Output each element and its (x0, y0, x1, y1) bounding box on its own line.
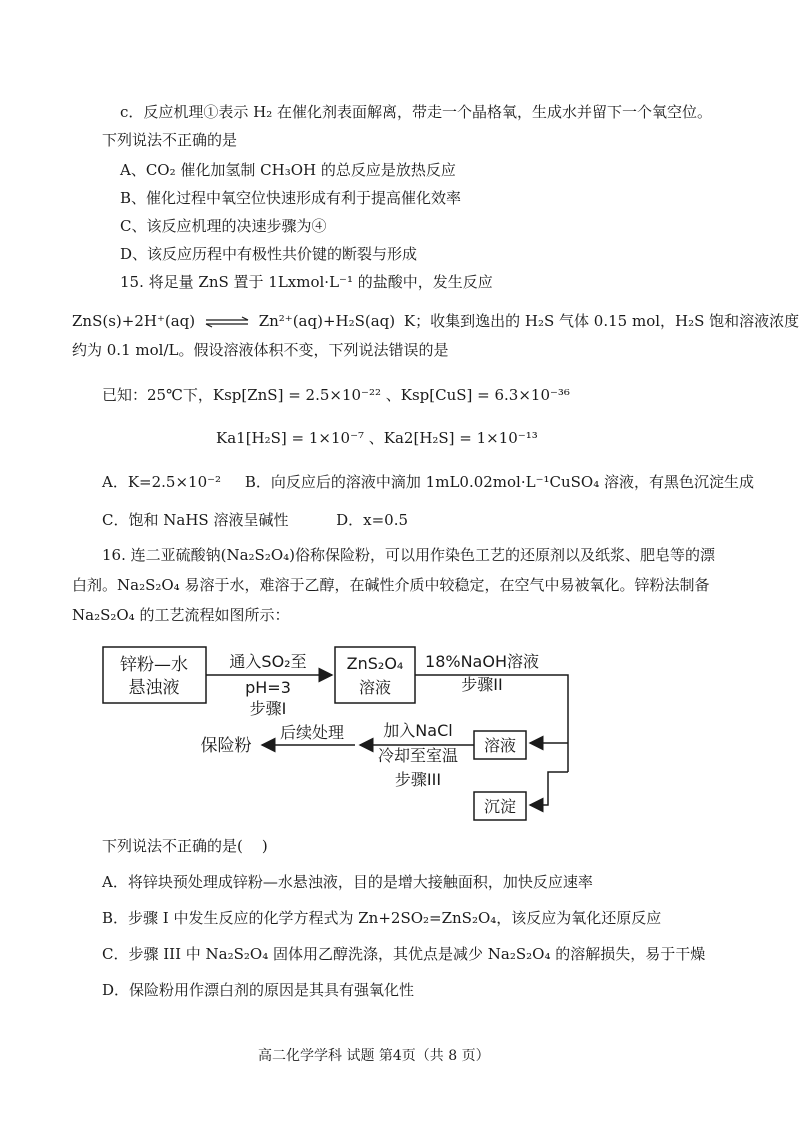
box-zinc-suspension-line1: 锌粉—水 (120, 655, 188, 675)
q15-intro: 15. 将足量 ZnS 置于 1Lxmol·L⁻¹ 的盐酸中，发生反应 (120, 273, 493, 291)
q14-option-b: B、催化过程中氧空位快速形成有利于提高催化效率 (120, 189, 462, 207)
q14-option-d: D、该反应历程中有极性共价键的断裂与形成 (120, 245, 418, 263)
box-filtrate-label: 溶液 (483, 736, 517, 755)
post-treatment-label: 后续处理 (279, 723, 345, 742)
q16-option-c: C．步骤 III 中 Na₂S₂O₄ 固体用乙醇洗涤，其优点是减少 Na₂S₂O₄ 的溶解损失，易于干燥 (102, 945, 706, 963)
box-precipitate-label: 沉淀 (483, 797, 517, 816)
q14-note-c: c．反应机理①表示 H₂ 在催化剂表面解离，带走一个晶格氧，生成水并留下一个氧空位。 (120, 103, 713, 121)
q16-line1: 16. 连二亚硫酸钠(Na₂S₂O₄)俗称保险粉，可以用作染色工艺的还原剂以及纸浆、肥皂等的漂 (102, 546, 716, 564)
page-footer: 高二化学学科 试题 第4页（共 8 页） (258, 1048, 490, 1064)
step3-reagent: 加入NaCl (383, 721, 453, 740)
box-zinc-suspension-line2: 悬浊液 (128, 678, 180, 698)
step1-condition-line2: pH=3 (245, 678, 291, 697)
q15-line3: 约为 0.1 mol/L。假设溶液体积不变，下列说法错误的是 (72, 341, 449, 359)
step1-label: 步骤I (249, 699, 287, 718)
arrow-to-precipitate (530, 772, 568, 805)
q16-option-b: B．步骤 I 中发生反应的化学方程式为 Zn+2SO₂=ZnS₂O₄，该反应为氧化还原反应 (102, 909, 662, 927)
step1-condition-line1: 通入SO₂至 (229, 652, 307, 671)
box-zns2o4-line1: ZnS₂O₄ (346, 654, 404, 673)
step2-label: 步骤II (461, 675, 503, 694)
q16-option-a: A．将锌块预处理成锌粉—水悬浊液，目的是增大接触面积，加快反应速率 (102, 873, 593, 891)
q15-known-2: Ka1[H₂S] = 1×10⁻⁷ 、Ka2[H₂S] = 1×10⁻¹³ (216, 429, 538, 447)
q16-line3: Na₂S₂O₄ 的工艺流程如图所示： (72, 606, 290, 624)
q15-equation-left: ZnS(s)+2H⁺(aq) (72, 312, 196, 330)
q16-line2: 白剂。Na₂S₂O₄ 易溶于水，难溶于乙醇，在碱性介质中较稳定，在空气中易被氧化。锌粉法制备 (72, 576, 710, 594)
box-zns2o4-line2: 溶液 (358, 678, 392, 697)
q15-equation-tail: K；收集到逸出的 H₂S 气体 0.15 mol，H₂S 饱和溶液浓度 (403, 312, 800, 330)
q14-option-c: C、该反应机理的决速步骤为④ (120, 217, 327, 235)
q15-options-row2: C．饱和 NaHS 溶液呈碱性 D．x=0.5 (102, 511, 409, 529)
q16-prompt: 下列说法不正确的是( ) (102, 837, 268, 855)
q15-equation-right: Zn²⁺(aq)+H₂S(aq) (258, 312, 396, 330)
step3-condition: 冷却至室温 (377, 746, 459, 765)
product-label: 保险粉 (200, 736, 252, 756)
q14-prompt: 下列说法不正确的是 (102, 131, 238, 149)
q14-option-a: A、CO₂ 催化加氢制 CH₃OH 的总反应是放热反应 (120, 161, 456, 179)
step3-label: 步骤III (394, 770, 442, 789)
step2-reagent: 18%NaOH溶液 (425, 652, 539, 671)
q16-option-d: D．保险粉用作漂白剂的原因是其具有强氧化性 (102, 981, 415, 999)
q15-options-row1: A．K=2.5×10⁻² B．向反应后的溶液中滴加 1mL0.02mol·L⁻¹CuSO₄ 溶液，有黑色沉淀生成 (102, 473, 755, 491)
q15-known-1: 已知：25℃下，Ksp[ZnS] = 2.5×10⁻²² 、Ksp[CuS] = 6.3×10⁻³⁶ (102, 386, 570, 404)
